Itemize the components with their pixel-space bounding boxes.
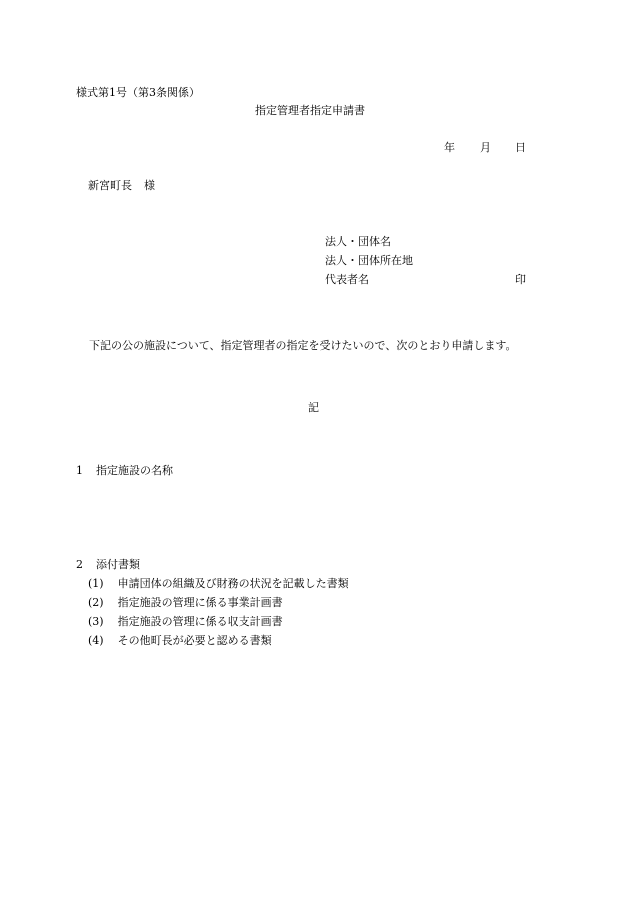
- attachment-text: 指定施設の管理に係る事業計画書: [117, 596, 283, 609]
- attachment-text: その他町長が必要と認める書類: [117, 634, 272, 647]
- addressee-honorific: 様: [144, 179, 155, 192]
- attachment-number: (3): [88, 615, 104, 628]
- document-title: 指定管理者指定申請書: [255, 104, 365, 117]
- seal-mark: 印: [515, 273, 526, 286]
- section-2: [76, 558, 140, 572]
- attachment-item: [88, 634, 272, 648]
- applicant-representative-label: 代表者名: [325, 273, 369, 286]
- attachment-text: 申請団体の組織及び財務の状況を記載した書類: [117, 577, 349, 590]
- section-1-title: 指定施設の名称: [96, 464, 173, 477]
- attachment-item: [88, 577, 349, 591]
- attachment-text: 指定施設の管理に係る収支計画書: [117, 615, 283, 628]
- section-2-number: 2: [76, 558, 83, 571]
- ki-mark: 記: [308, 401, 319, 414]
- applicant-corporate-address-label: 法人・団体所在地: [325, 254, 413, 267]
- date-month: 月: [480, 141, 491, 154]
- applicant-corporate-name-label: 法人・団体名: [325, 235, 391, 248]
- section-2-title: 添付書類: [96, 558, 140, 571]
- attachment-number: (2): [88, 596, 104, 609]
- addressee: [88, 179, 155, 193]
- attachment-number: (4): [88, 634, 104, 647]
- form-number: 様式第1号（第3条関係）: [76, 86, 200, 99]
- attachment-item: [88, 596, 283, 610]
- section-1-number: 1: [76, 464, 83, 477]
- attachment-item: [88, 615, 283, 629]
- date-day: 日: [515, 141, 526, 154]
- addressee-name: 新宮町長: [88, 179, 132, 192]
- date-year: 年: [444, 141, 455, 154]
- body-text: 下記の公の施設について、指定管理者の指定を受けたいので、次のとおり申請します。: [89, 339, 517, 352]
- attachment-number: (1): [88, 577, 104, 590]
- section-1: [76, 464, 173, 478]
